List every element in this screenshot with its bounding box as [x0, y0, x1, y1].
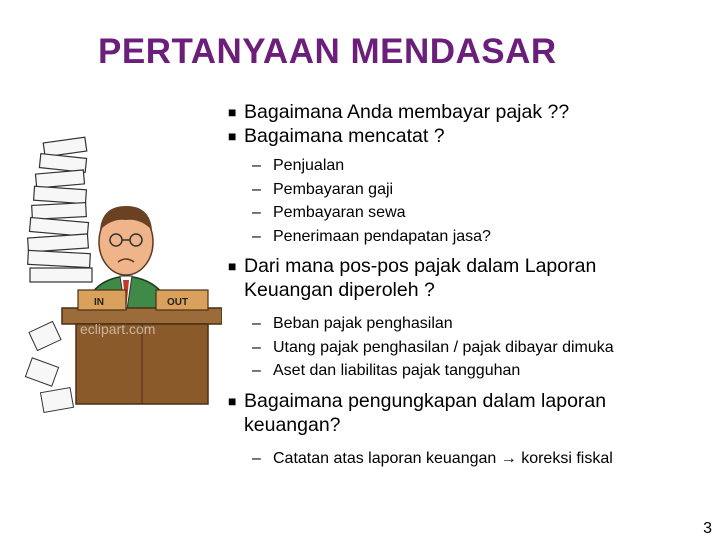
flying-papers	[25, 321, 73, 412]
arrow-right-icon: →	[500, 449, 517, 467]
list-item: – Pembayaran gaji	[252, 180, 394, 198]
inbox-tray	[78, 290, 126, 310]
watermark-text: eclipart.com	[80, 321, 156, 337]
outbox-tray	[156, 290, 208, 310]
list-item: – Pembayaran sewa	[252, 204, 406, 221]
bullet-pengungkapan: ■ Bagaimana pengungkapan dalam laporan keuangan?	[228, 389, 607, 436]
list-item: – Catatan atas laporan keuangan → koreksi fiskal	[252, 449, 613, 467]
bullet-membayar-pajak: ■ Bagaimana Anda membayar pajak ??	[228, 101, 570, 123]
list-item: – Penjualan	[252, 157, 345, 174]
square-bullet-icon: ■	[228, 104, 237, 120]
list-item: – Aset dan liabilitas pajak tangguhan	[252, 362, 521, 379]
page-number: 3	[703, 520, 712, 537]
pengungkapan-sub-list	[228, 447, 708, 471]
bullet-mencatat: ■ Bagaimana mencatat ?	[228, 125, 445, 147]
square-bullet-icon: ■	[228, 392, 237, 409]
stressed-clerk-illustration	[22, 130, 222, 420]
bullet-pos-pajak: ■ Dari mana pos-pos pajak dalam Laporan Keuangan diperoleh ?	[228, 255, 597, 301]
list-item: – Beban pajak penghasilan	[252, 315, 453, 332]
list-item: – Penerimaan pendapatan jasa?	[252, 227, 491, 245]
svg-text:OUT: OUT	[167, 297, 189, 308]
mencatat-sub-list	[228, 154, 708, 248]
svg-text:IN: IN	[94, 297, 104, 308]
list-item: – Utang pajak penghasilan / pajak dibayar dimuka	[252, 338, 614, 356]
page-title: PERTANYAAN MENDASAR	[98, 32, 557, 71]
bullet-content	[228, 100, 708, 470]
square-bullet-icon: ■	[228, 128, 237, 144]
pos-pajak-sub-list	[228, 312, 708, 383]
square-bullet-icon: ■	[228, 258, 237, 274]
paper-stack	[28, 137, 92, 282]
